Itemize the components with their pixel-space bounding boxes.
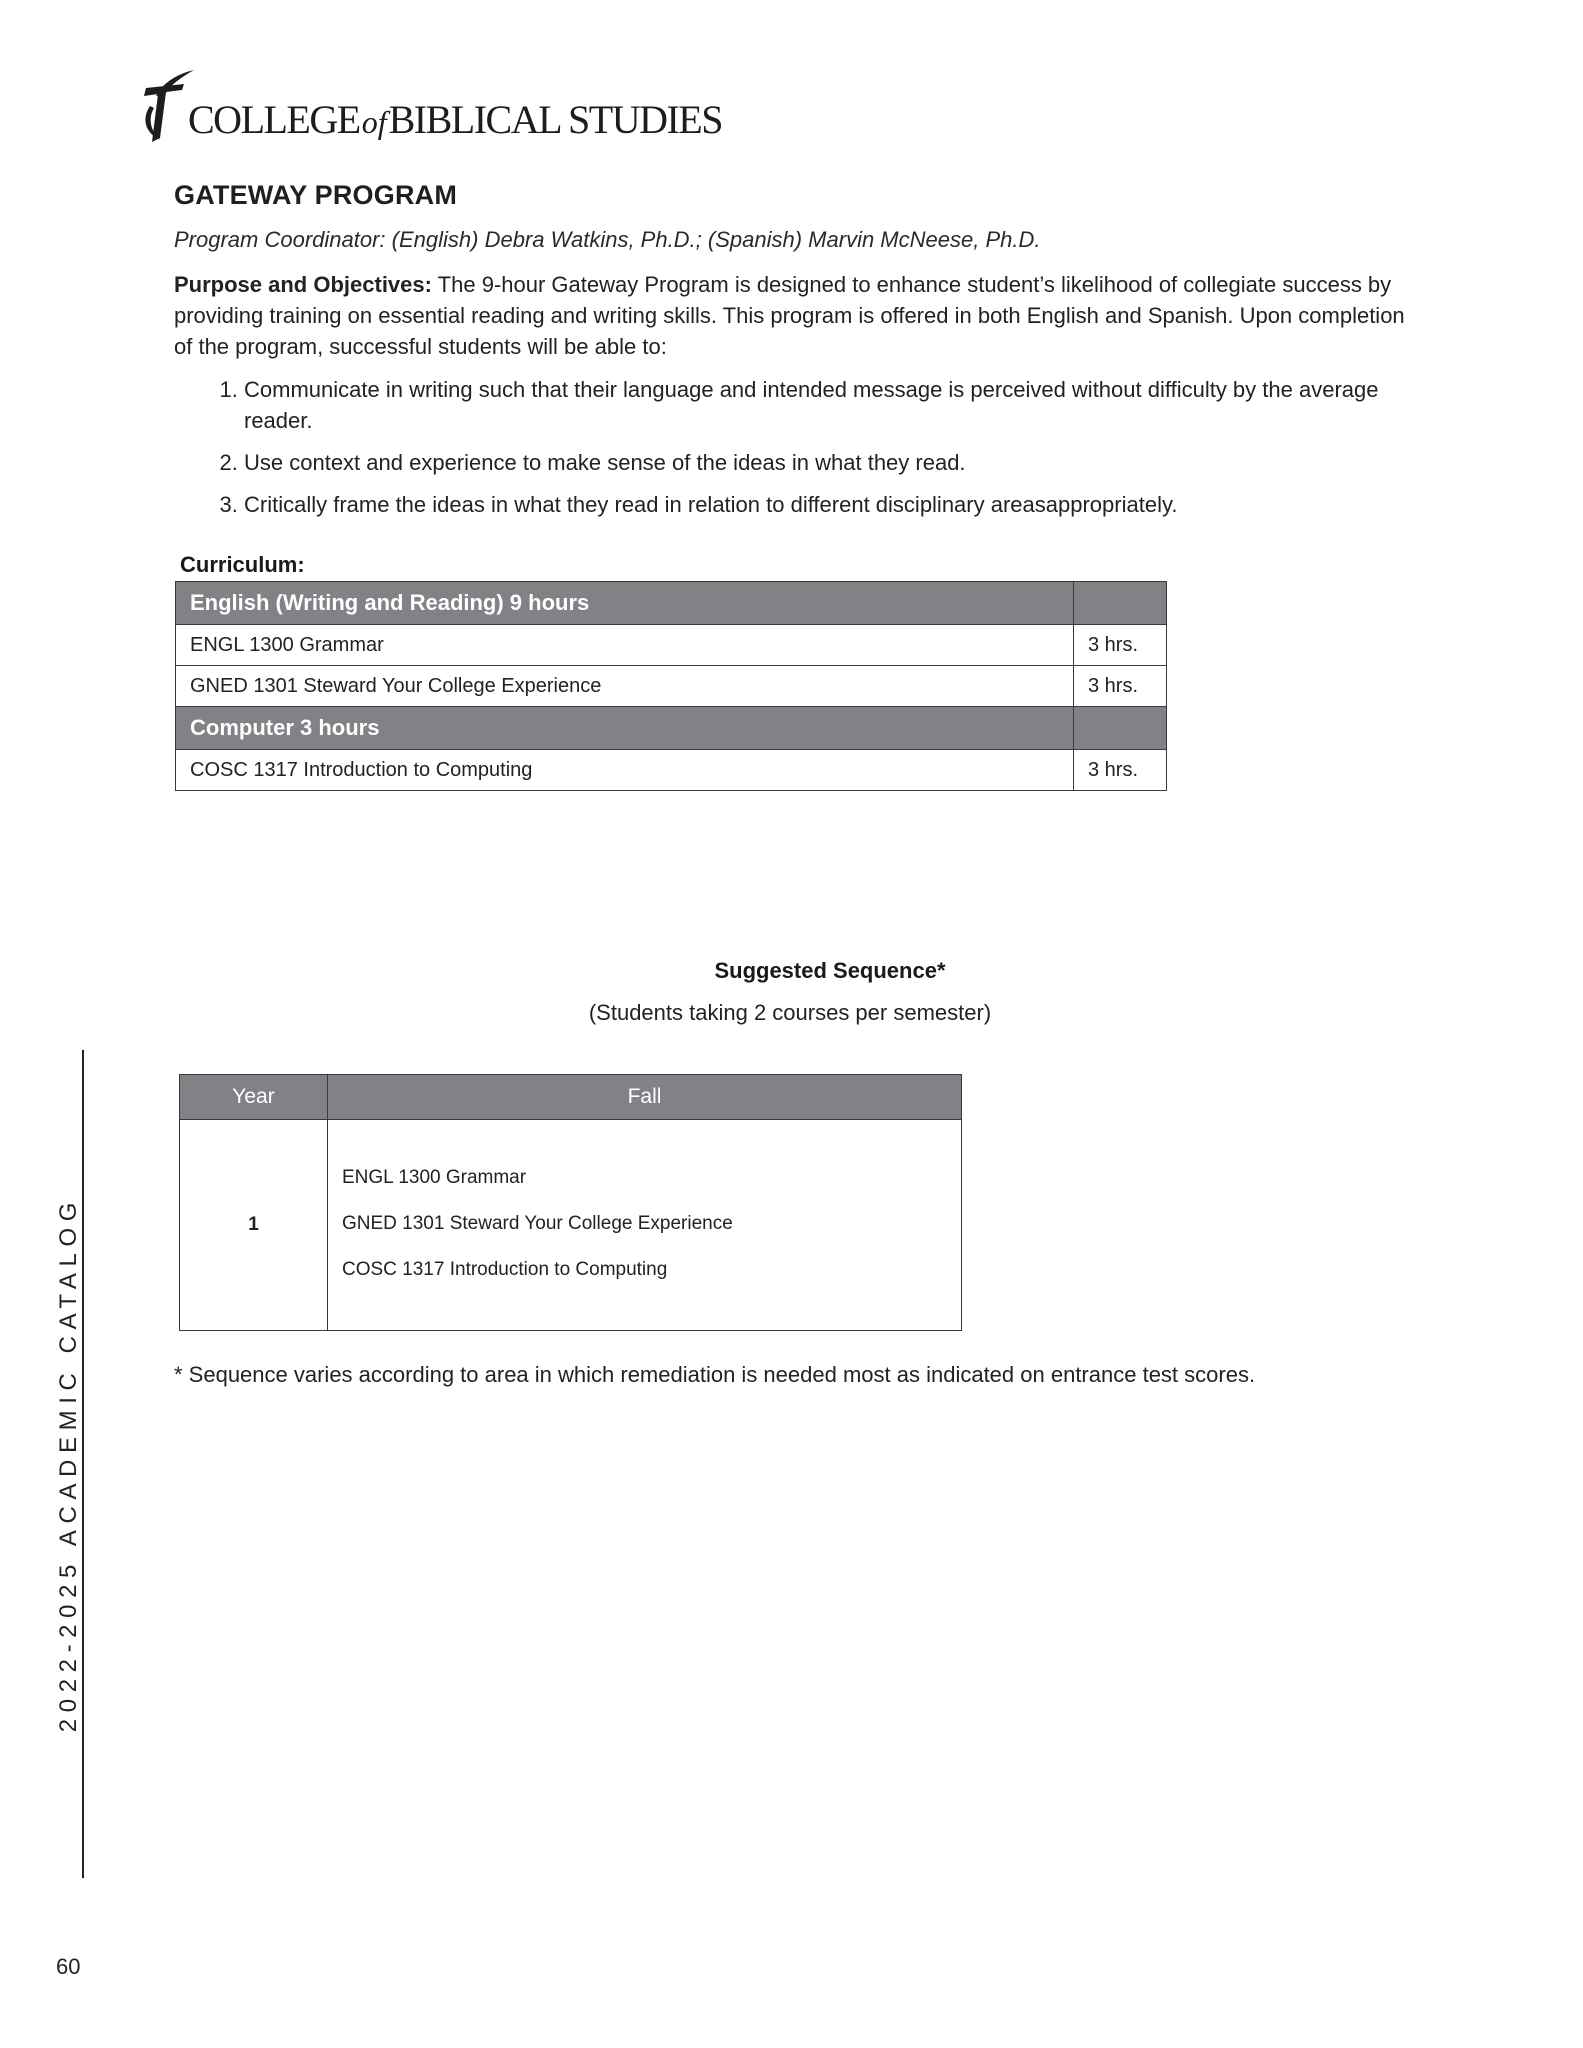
table-row [176,750,1167,791]
college-logo [136,66,722,146]
program-coordinator: Program Coordinator: (English) Debra Watkins, Ph.D.; (Spanish) Marvin McNeese, Ph.D. [174,227,1041,252]
purpose-text: The 9-hour Gateway Program is designed to enhance student’s likelihood of collegiate success by providing training on essential reading and writing skills. This program is offered in both English and Spanish. Upon completion of the program, successful students will be able to: [174,272,1405,359]
list-item: COSC 1317 Introduction to Computing [342,1258,668,1280]
sequence-table [179,1074,962,1331]
objectives-list [174,374,1414,520]
curriculum-section-header [176,582,1167,625]
year-cell: 1 [180,1120,328,1331]
logo-wordmark [188,97,722,142]
page-number: 60 [56,1954,81,1979]
course-hours: 3 hrs. [1074,625,1167,666]
page-title: GATEWAY PROGRAM [174,180,458,210]
table-row [176,666,1167,707]
sequence-header-row [180,1075,962,1120]
course-name: GNED 1301 Steward Your College Experience [176,666,1074,707]
logo-text-college: COLLEGE [188,97,360,142]
section-heading-hours [1074,582,1167,625]
fall-courses-cell [328,1120,962,1331]
course-name: ENGL 1300 Grammar [176,625,1074,666]
course-name: COSC 1317 Introduction to Computing [176,750,1074,791]
purpose-paragraph [174,269,1414,362]
sequence-subtitle: (Students taking 2 courses per semester) [588,1000,992,1025]
column-header-year: Year [180,1075,328,1120]
logo-text-of: of [361,104,387,140]
course-hours: 3 hrs. [1074,666,1167,707]
sidebar-divider [82,1050,84,1878]
section-heading: Computer 3 hours [176,707,1074,750]
course-hours: 3 hrs. [1074,750,1167,791]
table-row [180,1120,962,1331]
sequence-title: Suggested Sequence* [714,958,946,983]
catalog-label-text: 2022-2025 ACADEMIC CATALOG [55,1195,82,1733]
list-item: GNED 1301 Steward Your College Experience [342,1212,733,1234]
cross-wing-icon [136,66,196,146]
logo-text-biblical-studies: BIBLICAL STUDIES [388,97,722,142]
program-section [174,180,1414,531]
purpose-label: Purpose and Objectives: [174,272,432,297]
section-heading: English (Writing and Reading) 9 hours [176,582,1074,625]
table-row [176,625,1167,666]
objective-item: 2. Use context and experience to make sense of the ideas in what they read. [244,447,1414,478]
curriculum-table [175,581,1167,791]
objective-item: 3. Critically frame the ideas in what they read in relation to different disciplinary areasappropriately. [244,489,1414,520]
sequence-footnote: * Sequence varies according to area in which remediation is needed most as indicated on entrance test scores. [174,1362,1256,1387]
sidebar-catalog-label [55,1050,83,1878]
curriculum-label: Curriculum: [180,552,305,577]
column-header-fall: Fall [328,1075,962,1120]
list-item: ENGL 1300 Grammar [342,1166,527,1188]
curriculum-section-header [176,707,1167,750]
objective-item: 1. Communicate in writing such that their language and intended message is perceived without difficulty by the average reader. [244,374,1414,436]
section-heading-hours [1074,707,1167,750]
